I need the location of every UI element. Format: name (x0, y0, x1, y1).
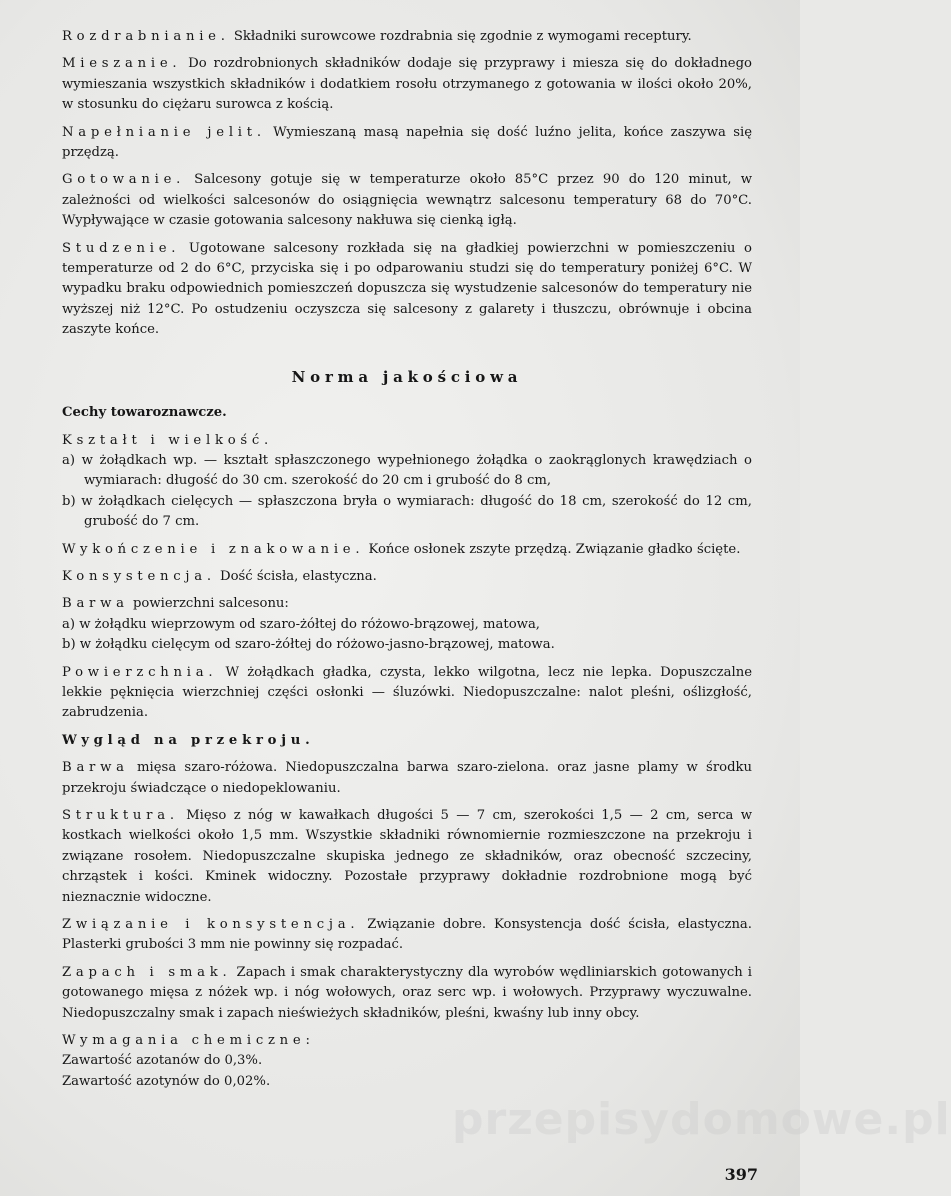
paragraph-structure (62, 806, 752, 908)
section-title: Norma jakościowa (291, 367, 523, 386)
paragraph-lead: Rozdrabnianie. (62, 29, 230, 44)
paragraph-surface (62, 663, 752, 724)
paragraph-text: Zapach i smak charakterystyczny dla wyrobów wędliniarskich gotowanych i gotowanego mięsa z nóżek wp. i nóg wołowych, oraz serc wp. i wołowych. Przyprawy wyczuwalne. Niedopuszczalny smak i zapach nieświeżych składników, pleśni, kwaśny lub inny obcy. (62, 964, 752, 1021)
paragraph-lead: Gotowanie. (62, 172, 186, 188)
paragraph-rozdrabnianie (62, 27, 752, 47)
paragraph-text: mięsa szaro-różowa. Niedopuszczalna barwa szaro-zielona. oraz jasne plamy w środku przekroju świadczące o niedopeklowaniu. (62, 760, 752, 796)
paragraph-lead: Powierzchnia. (62, 664, 218, 680)
paragraph-lead: Zapach i smak. (62, 964, 232, 980)
paragraph-lead: Związanie i konsystencja. (62, 917, 360, 933)
color-lead-line (62, 594, 752, 614)
page-number: 397 (724, 1165, 758, 1184)
paragraph-text: Końce osłonek zszyte przędzą. Związanie gładko ścięte. (364, 541, 741, 557)
paragraph-napelnianie (62, 123, 752, 164)
chemical-lead: Wymagania chemiczne: (62, 1033, 315, 1049)
paragraph-consistency (62, 567, 752, 587)
paragraph-text: Ugotowane salcesony rozkłada się na gładkiej powierzchni w pomieszczeniu o temperaturze od 2 do 6°C, przyciska się i po odparowaniu studzi się do temperatury poniżej 6°C. W wypadku braku odpowiednich pomieszczeń dopuszcza się wystudzenie salcesonów do temperatury nie wyższej niż 12°C. Po ostudzeniu oczyszcza się salcesony z galarety i tłuszczu, obrównuje i obcina zaszyte końce. (62, 240, 752, 338)
paragraph-studzenie (62, 239, 752, 341)
paragraph-lead: Studzenie. (62, 240, 181, 256)
paragraph-binding (62, 915, 752, 956)
shape-lead-line (62, 431, 752, 451)
paragraph-lead: Struktura. (62, 808, 179, 823)
paragraph-gotowanie (62, 170, 752, 231)
paragraph-lead: Mieszanie. (62, 56, 182, 72)
chemical-line: Zawartość azotynów do 0,02%. (62, 1073, 271, 1089)
watermark: przepisydomowe.pl (452, 1094, 951, 1145)
paragraph-lead: Barwa (62, 760, 129, 776)
paragraph-text: powierzchni salcesonu: (128, 596, 289, 612)
paragraph-text: Związanie dobre. Konsystencja dość ścisła, elastyczna. Plasterki grubości 3 mm nie powinny się rozpadać. (62, 917, 752, 953)
paragraph-meat-color (62, 758, 752, 799)
shape-section (62, 431, 752, 533)
chemical-lead-line (62, 1031, 752, 1051)
paragraph-text: Mięso z nóg w kawałkach długości 5 — 7 cm, szerokości 1,5 — 2 cm, serca w kostkach wielkości około 1,5 mm. Wszystkie składniki równomiernie rozmieszczone na przekroju i związane rosołem. Niedopuszczalne skupiska jednego ze składników, oraz obecność szczeciny, chrząstek i kości. Kminek widoczny. Pozostałe przyprawy dokładnie rozdrobnione mogą być nieznacznie widoczne. (62, 808, 752, 905)
shape-lead: Kształt i wielkość. (62, 432, 273, 448)
subsection-title: Cechy towaroznawcze. (62, 405, 227, 421)
paragraph-text: W żołądkach gładka, czysta, lekko wilgotna, lecz nie lepka. Dopuszczalne lekkie pęknięcia wierzchniej części osłonki — śluzówki. Niedopuszczalne: nalot pleśni, oślizgłość, zabrudzenia. (62, 664, 752, 721)
list-item: b) w żołądkach cielęcych — spłaszczona bryła o wymiarach: długość do 18 cm, szerokość do 12 cm, grubość do 7 cm. (62, 493, 752, 530)
chemical-line: Zawartość azotanów do 0,3%. (62, 1053, 263, 1069)
paragraph-text: Salcesony gotuje się w temperaturze około 85°C przez 90 do 120 minut, w zależności od wielkości salcesonów do osiągnięcia wewnątrz salcesonu temperatury 68 do 70°C. Wypływające w czasie gotowania salcesony nakłuwa się cienką igłą. (62, 172, 752, 229)
paragraph-text: Składniki surowcowe rozdrabnia się zgodnie z wymogami receptury. (229, 29, 692, 44)
paragraph-lead: Barwa (62, 596, 129, 612)
list-item: b) w żołądku cielęcym od szaro-żółtej do różowo-jasno-brązowej, matowa. (62, 637, 555, 653)
paragraph-mieszanie (62, 54, 752, 115)
paragraph-text: Do rozdrobnionych składników dodaje się przyprawy i miesza się do dokładnego wymieszania wszystkich składników i dodatkiem rosołu otrzymanego z gotowania w ilości około 20%, w stosunku do ciężaru surowca z kością. (62, 56, 752, 113)
paragraph-text: Dość ścisła, elastyczna. (215, 568, 377, 584)
list-item: a) w żołądku wieprzowym od szaro-żółtej do różowo-brązowej, matowa, (62, 616, 540, 632)
chemical-section (62, 1031, 752, 1092)
list-item: a) w żołądkach wp. — kształt spłaszczonego wypełnionego żołądka o zaokrąglonych krawędziach o wymiarach: długość do 30 cm. szerokość do 20 cm i grubość do 8 cm, (62, 452, 752, 489)
paragraph-smell (62, 963, 752, 1024)
paragraph-lead: Konsystencja. (62, 568, 216, 584)
cross-section-title: Wygląd na przekroju. (62, 732, 315, 748)
color-section (62, 594, 752, 655)
page-content (62, 27, 752, 1099)
paragraph-lead: Wykończenie i znakowanie. (62, 541, 365, 557)
paragraph-text: Wymieszaną masą napełnia się dość luźno jelita, końce zaszywa się przędzą. (62, 124, 752, 161)
paragraph-finish (62, 540, 752, 560)
paragraph-lead: Napełnianie jelit. (62, 124, 266, 140)
